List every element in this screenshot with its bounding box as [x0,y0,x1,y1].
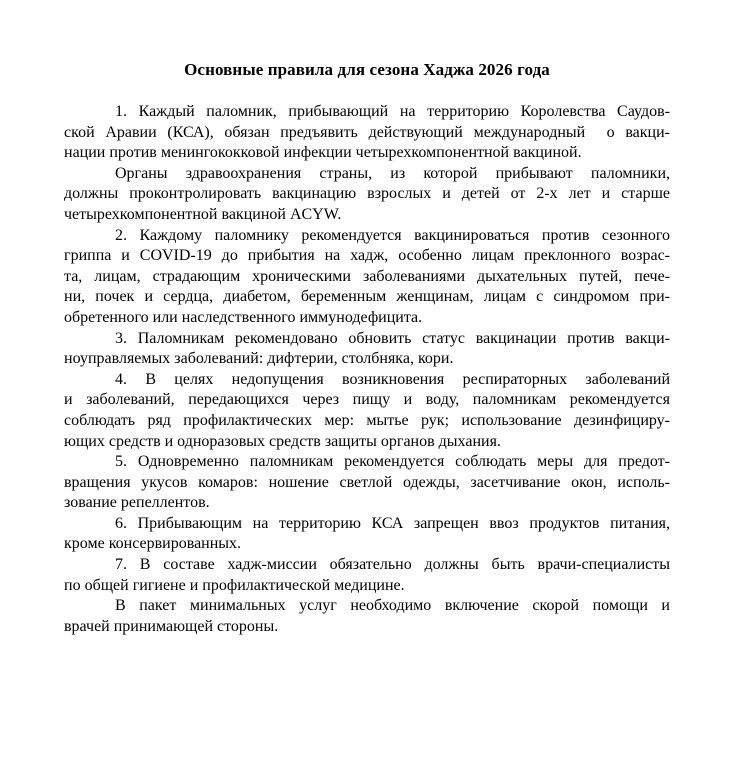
text-line: должны проконтролировать вакцинацию взрослых и детей от 2-х лет и старше [64,185,670,203]
text-line: ни, почек и сердца, диабетом, беременным женщинам, лицам с синдромом при- [64,288,670,306]
text-line: и заболеваний, передающихся через пищу и воду, паломникам рекомендуется [64,391,670,409]
text-line: соблюдать ряд профилактических мер: мытье рук; использование дезинфициру- [64,411,670,429]
text-line: 5. Одновременно паломникам рекомендуется соблюдать меры для предот- [115,453,670,471]
text-line: 1. Каждый паломник, прибывающий на территорию Королевства Саудов- [115,103,670,120]
paragraph [64,226,670,329]
paragraph [64,514,670,555]
text-line: четырехкомпонентной вакциной ACYW. [64,205,342,223]
paragraph [64,102,670,164]
text-line: зование репеллентов. [64,494,210,512]
text-line: 7. В составе хадж-миссии обязательно должны быть врачи-специалисты [115,556,670,574]
document-body [64,102,670,637]
text-line: та, лицам, страдающим хроническими заболеваниями дыхательных путей, пече- [64,267,670,285]
paragraph [64,329,670,370]
text-line: врачей принимающей стороны. [64,617,279,635]
text-line: ющих средств и одноразовых средств защиты органов дыхания. [64,432,501,450]
paragraph [64,555,670,596]
text-line: ноуправляемых заболеваний: дифтерии, столбняка, кори. [64,350,454,368]
text-line: вращения укусов комаров: ношение светлой одежды, засетчивание окон, исполь- [64,473,670,491]
paragraph [64,596,670,637]
text-line: кроме консервированных. [64,535,242,553]
text-line: 6. Прибывающим на территорию КСА запрещен ввоз продуктов питания, [115,514,670,532]
text-line: Органы здравоохранения страны, из которой прибывают паломники, [115,164,670,182]
text-line: 2. Каждому паломнику рекомендуется вакцинироваться против сезонного [115,226,670,244]
text-line: 4. В целях недопущения возникновения респираторных заболеваний [115,370,670,388]
text-line: 3. Паломникам рекомендовано обновить статус вакцинации против вакци- [115,329,670,347]
text-line: обретенного или наследственного иммунодефицита. [64,308,423,326]
paragraph [64,164,670,226]
paragraph [64,370,670,452]
text-line: по общей гигиене и профилактической медицине. [64,576,405,594]
text-line: ской Аравии (КСА), обязан предъявить действующий международный о вакци- [64,123,670,141]
text-line: В пакет минимальных услуг необходимо включение скорой помощи и [115,597,670,615]
document-title: Основные правила для сезона Хаджа 2026 года [184,60,550,79]
text-line: гриппа и COVID-19 до прибытия на хадж, особенно лицам преклонного возрас- [64,247,670,265]
paragraph [64,452,670,514]
text-line: нации против менингококковой инфекции четырехкомпонентной вакциной. [64,144,582,162]
